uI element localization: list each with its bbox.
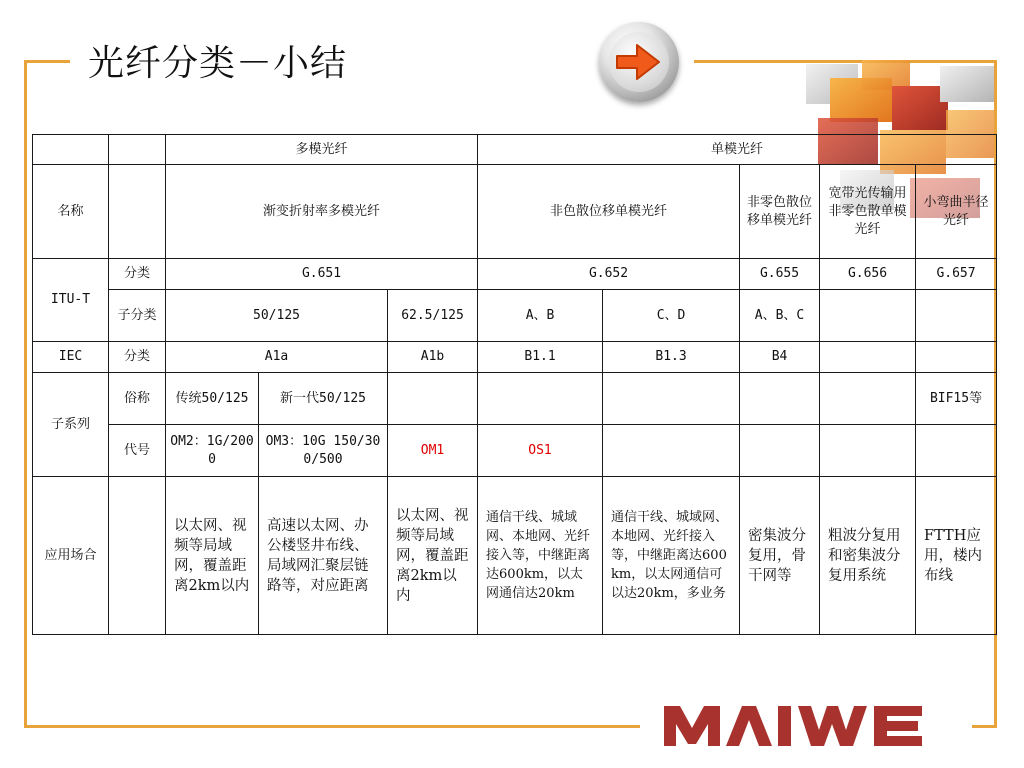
table-cell <box>916 290 997 342</box>
frame-bottom-right <box>972 725 997 728</box>
table-cell <box>478 373 603 425</box>
a1b-cell: A1b <box>388 342 478 373</box>
table-cell <box>916 425 997 477</box>
series-label: 子系列 <box>33 373 109 477</box>
sub-abc-cell: A、B、C <box>740 290 820 342</box>
common-bif-cell: BIF15等 <box>916 373 997 425</box>
code-om3-cell: OM3：10G 150/300/500 <box>259 425 388 477</box>
itu-label: ITU-T <box>33 259 109 342</box>
arrow-right-icon <box>613 39 665 85</box>
frame-top-left <box>24 60 70 63</box>
table-cell <box>820 373 916 425</box>
application-col6: 密集波分复用，骨干网等 <box>740 477 820 635</box>
sub-cd-cell: C、D <box>603 290 740 342</box>
sub-625-cell: 62.5/125 <box>388 290 478 342</box>
bend-insensitive-cell: 小弯曲半径光纤 <box>916 165 997 259</box>
iec-label: IEC <box>33 342 109 373</box>
name-label: 名称 <box>33 165 109 259</box>
g657-cell: G.657 <box>916 259 997 290</box>
table-cell <box>109 165 166 259</box>
code-om1-cell: OM1 <box>388 425 478 477</box>
b4-cell: B4 <box>740 342 820 373</box>
nzds-cell: 非零色散位移单模光纤 <box>740 165 820 259</box>
g656-cell: G.656 <box>820 259 916 290</box>
table-row <box>33 477 997 635</box>
next-slide-button[interactable] <box>599 22 679 102</box>
table-row <box>33 290 997 342</box>
code-om2-cell: OM2：1G/2000 <box>166 425 259 477</box>
frame-left <box>24 60 27 728</box>
fiber-classification-table <box>32 134 997 635</box>
table-cell <box>109 477 166 635</box>
table-cell <box>916 342 997 373</box>
code-label: 代号 <box>109 425 166 477</box>
a1a-cell: A1a <box>166 342 388 373</box>
application-col5: 通信干线、城域网、本地网、光纤接入等，中继距离达600km，以太网通信可以达20km，多业务 <box>603 477 740 635</box>
application-col3: 以太网、视频等局域网，覆盖距离2km以内 <box>388 477 478 635</box>
broadband-cell: 宽带光传输用非零色散单模光纤 <box>820 165 916 259</box>
table-row <box>33 259 997 290</box>
iec-class-label: 分类 <box>109 342 166 373</box>
b13-cell: B1.3 <box>603 342 740 373</box>
code-os1-cell: OS1 <box>478 425 603 477</box>
table-cell <box>33 135 109 165</box>
graded-index-cell: 渐变折射率多模光纤 <box>166 165 478 259</box>
common-new-cell: 新一代50/125 <box>259 373 388 425</box>
b11-cell: B1.1 <box>478 342 603 373</box>
application-col8: FTTH应用，楼内布线 <box>916 477 997 635</box>
application-col2: 高速以太网、办公楼竖井布线、局域网汇聚层链路等，对应距离 <box>259 477 388 635</box>
application-col1: 以太网、视频等局域网，覆盖距离2km以内 <box>166 477 259 635</box>
application-col4: 通信干线、城域网、本地网、光纤接入等，中继距离达600km，以太网通信达20km <box>478 477 603 635</box>
table-cell <box>388 373 478 425</box>
table-row <box>33 135 997 165</box>
application-col7: 粗波分复用和密集波分复用系统 <box>820 477 916 635</box>
table-cell <box>740 373 820 425</box>
table-row <box>33 425 997 477</box>
table-cell <box>820 342 916 373</box>
itu-subclass-label: 子分类 <box>109 290 166 342</box>
table-cell <box>603 425 740 477</box>
singlemode-header: 单模光纤 <box>478 135 997 165</box>
g652-cell: G.652 <box>478 259 740 290</box>
table-row <box>33 165 997 259</box>
frame-bottom-left <box>24 725 640 728</box>
nds-cell: 非色散位移单模光纤 <box>478 165 740 259</box>
table-cell <box>820 290 916 342</box>
table-cell <box>603 373 740 425</box>
table-row <box>33 342 997 373</box>
table-row <box>33 373 997 425</box>
table-cell <box>740 425 820 477</box>
common-name-label: 俗称 <box>109 373 166 425</box>
multimode-header: 多模光纤 <box>166 135 478 165</box>
slide-title: 光纤分类－小结 <box>88 43 348 84</box>
maiwe-logo <box>660 700 960 750</box>
common-traditional-cell: 传统50/125 <box>166 373 259 425</box>
itu-class-label: 分类 <box>109 259 166 290</box>
table-cell <box>820 425 916 477</box>
table-cell <box>109 135 166 165</box>
g651-cell: G.651 <box>166 259 478 290</box>
sub-50-cell: 50/125 <box>166 290 388 342</box>
g655-cell: G.655 <box>740 259 820 290</box>
application-label: 应用场合 <box>33 477 109 635</box>
sub-ab-cell: A、B <box>478 290 603 342</box>
